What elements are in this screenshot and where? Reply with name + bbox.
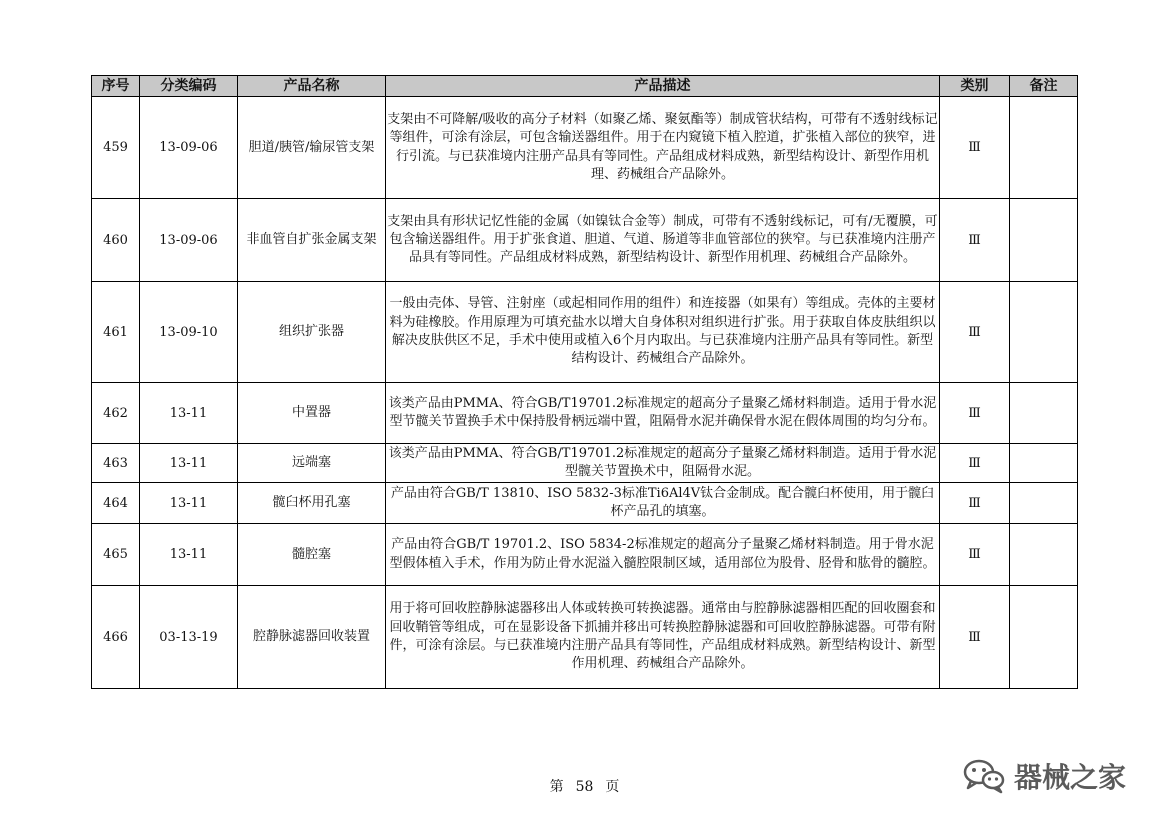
cell-remark — [1010, 444, 1078, 483]
cell-code: 13-11 — [140, 383, 238, 444]
cell-class: Ⅲ — [940, 586, 1010, 689]
page-value: 58 — [575, 779, 594, 795]
header-row — [92, 76, 1078, 97]
cell-description: 支架由具有形状记忆性能的金属（如镍钛合金等）制成，可带有不透射线标记，可有/无覆膜，可包含输送器组件。用于扩张食道、胆道、气道、肠道等非血管部位的狭窄。与已获准境内注册产品具有等同性。产品组成材料成熟，新型结构设计、新型作用机理、药械组合产品除外。 — [386, 199, 940, 282]
cell-description: 一般由壳体、导管、注射座（或起相同作用的组件）和连接器（如果有）等组成。壳体的主要材料为硅橡胶。作用原理为可填充盐水以增大自身体积对组织进行扩张。用于获取自体皮肤组织以解决皮肤供区不足，手术中使用或植入6个月内取出。与已获准境内注册产品具有等同性。新型结构设计、药械组合产品除外。 — [386, 282, 940, 383]
header-remark: 备注 — [1010, 76, 1078, 97]
cell-class: Ⅲ — [940, 444, 1010, 483]
cell-name: 髓腔塞 — [238, 524, 386, 586]
cell-name: 非血管自扩张金属支架 — [238, 199, 386, 282]
cell-code: 03-13-19 — [140, 586, 238, 689]
table-row — [92, 383, 1078, 444]
cell-class: Ⅲ — [940, 524, 1010, 586]
cell-code: 13-09-06 — [140, 199, 238, 282]
table-row — [92, 524, 1078, 586]
cell-serial: 462 — [92, 383, 140, 444]
cell-code: 13-09-10 — [140, 282, 238, 383]
cell-class: Ⅲ — [940, 383, 1010, 444]
cell-description: 支架由不可降解/吸收的高分子材料（如聚乙烯、聚氨酯等）制成管状结构，可带有不透射线标记等组件，可涂有涂层，可包含输送器组件。用于在内窥镜下植入腔道，扩张植入部位的狭窄，进行引流。与已获准境内注册产品具有等同性。产品组成材料成熟，新型结构设计、新型作用机理、药械组合产品除外。 — [386, 97, 940, 199]
header-name: 产品名称 — [238, 76, 386, 97]
cell-name: 胆道/胰管/输尿管支架 — [238, 97, 386, 199]
cell-description: 该类产品由PMMA、符合GB/T19701.2标准规定的超高分子量聚乙烯材料制造。适用于骨水泥型节髋关节置换手术中保持股骨柄远端中置，阻隔骨水泥并确保骨水泥在假体周围的均匀分布。 — [386, 383, 940, 444]
header-code: 分类编码 — [140, 76, 238, 97]
cell-code: 13-11 — [140, 524, 238, 586]
table-row — [92, 586, 1078, 689]
cell-description: 产品由符合GB/T 19701.2、ISO 5834-2标准规定的超高分子量聚乙烯材料制造。用于骨水泥型假体植入手术，作用为防止骨水泥溢入髓腔限制区域，适用部位为股骨、胫骨和肱骨的髓腔。 — [386, 524, 940, 586]
cell-remark — [1010, 524, 1078, 586]
header-description: 产品描述 — [386, 76, 940, 97]
cell-class: Ⅲ — [940, 483, 1010, 524]
header-serial: 序号 — [92, 76, 140, 97]
cell-remark — [1010, 483, 1078, 524]
wechat-icon — [962, 758, 1006, 794]
cell-remark — [1010, 282, 1078, 383]
cell-serial: 459 — [92, 97, 140, 199]
cell-serial: 464 — [92, 483, 140, 524]
table-row — [92, 199, 1078, 282]
cell-code: 13-09-06 — [140, 97, 238, 199]
cell-description: 产品由符合GB/T 13810、ISO 5832-3标准Ti6Al4V钛合金制成。配合髋臼杯使用，用于髋臼杯产品孔的填塞。 — [386, 483, 940, 524]
header-class: 类别 — [940, 76, 1010, 97]
cell-name: 中置器 — [238, 383, 386, 444]
page-suffix: 页 — [605, 779, 620, 795]
catalog-table — [91, 75, 1078, 689]
cell-remark — [1010, 383, 1078, 444]
cell-serial: 460 — [92, 199, 140, 282]
watermark — [962, 756, 1126, 796]
watermark-text: 器械之家 — [1014, 761, 1127, 794]
cell-name: 组织扩张器 — [238, 282, 386, 383]
cell-serial: 466 — [92, 586, 140, 689]
table-row — [92, 97, 1078, 199]
cell-name: 髋臼杯用孔塞 — [238, 483, 386, 524]
cell-serial: 461 — [92, 282, 140, 383]
cell-class: Ⅲ — [940, 199, 1010, 282]
cell-description: 用于将可回收腔静脉滤器移出人体或转换可转换滤器。通常由与腔静脉滤器相匹配的回收圈套和回收鞘管等组成，可在显影设备下抓捕并移出可转换腔静脉滤器和可回收腔静脉滤器。可带有附件，可涂有涂层。与已获准境内注册产品具有等同性，产品组成材料成熟。新型结构设计、新型作用机理、药械组合产品除外。 — [386, 586, 940, 689]
cell-class: Ⅲ — [940, 282, 1010, 383]
page-prefix: 第 — [549, 779, 564, 795]
cell-name: 远端塞 — [238, 444, 386, 483]
cell-serial: 463 — [92, 444, 140, 483]
table-row — [92, 444, 1078, 483]
cell-code: 13-11 — [140, 444, 238, 483]
cell-code: 13-11 — [140, 483, 238, 524]
cell-class: Ⅲ — [940, 97, 1010, 199]
cell-serial: 465 — [92, 524, 140, 586]
table-row — [92, 483, 1078, 524]
table-row — [92, 282, 1078, 383]
cell-name: 腔静脉滤器回收装置 — [238, 586, 386, 689]
cell-remark — [1010, 199, 1078, 282]
cell-remark — [1010, 97, 1078, 199]
cell-remark — [1010, 586, 1078, 689]
cell-description: 该类产品由PMMA、符合GB/T19701.2标准规定的超高分子量聚乙烯材料制造。适用于骨水泥型髋关节置换术中，阻隔骨水泥。 — [386, 444, 940, 483]
